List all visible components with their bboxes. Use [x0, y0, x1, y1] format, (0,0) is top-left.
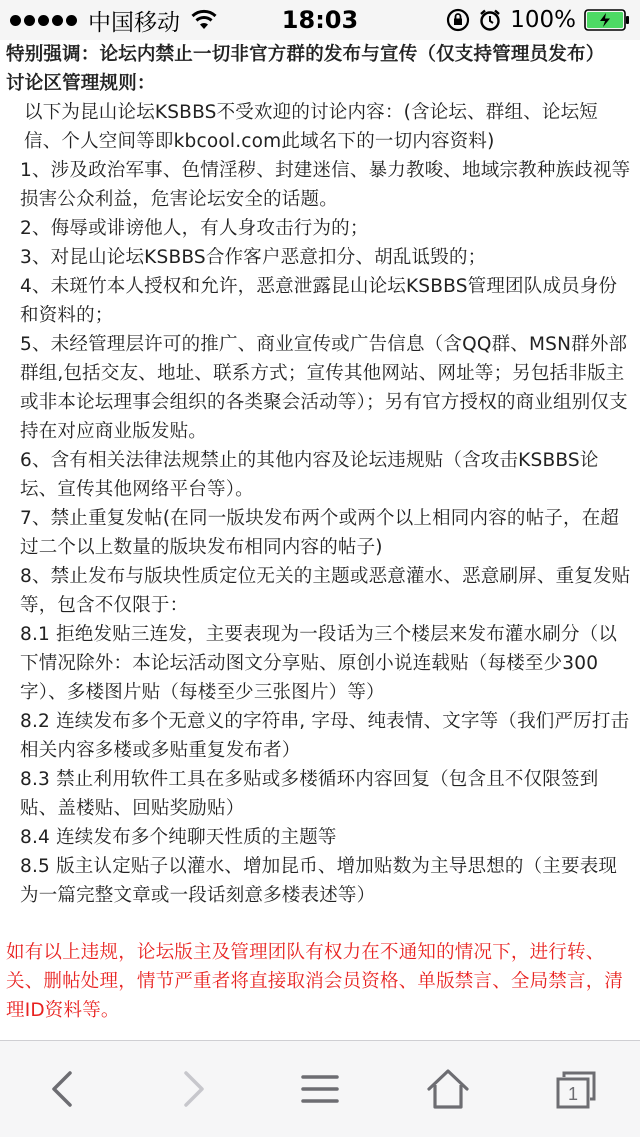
rule-item: 8、禁止发布与版块性质定位无关的主题或恶意灌水、恶意刷屏、重复发贴等，包含不仅限于：	[20, 566, 631, 616]
battery-percent: 100%	[510, 7, 576, 33]
browser-toolbar	[0, 1040, 640, 1137]
rule-subitem: 8.1 拒绝发贴三连发，主要表现为一段话为三个楼层来发布灌水刷分（以下情况除外：本论坛活动图文分享贴、原创小说连载贴（每楼至少300字）、多楼图片贴（每楼至少三张图片）等）	[20, 624, 618, 703]
violation-warning: 如有以上违规，论坛版主及管理团队有权力在不通知的情况下，进行转、关、删帖处理，情节严重者将直接取消会员资格、单版禁言、全局禁言，清理ID资料等。	[6, 942, 624, 1021]
home-icon	[426, 1067, 470, 1111]
rule-item: 1、涉及政治军事、色情淫秽、封建迷信、暴力教唆、地域宗教种族歧视等损害公众利益，危害论坛安全的话题。	[20, 160, 631, 210]
chevron-right-icon	[170, 1067, 214, 1111]
tabs-icon	[554, 1067, 598, 1111]
chevron-left-icon	[42, 1067, 86, 1111]
status-bar	[0, 0, 640, 40]
home-button[interactable]	[408, 1049, 488, 1129]
forum-rules-content	[0, 40, 640, 1040]
rule-subitem: 8.2 连续发布多个无意义的字符串, 字母、纯表情、文字等（我们严厉打击相关内容多楼或多贴重复发布者）	[20, 711, 630, 761]
status-left	[10, 4, 218, 37]
rule-subitem: 8.4 连续发布多个纯聊天性质的主题等	[20, 827, 337, 848]
rotation-lock-icon	[446, 8, 470, 32]
carrier-name: 中国移动	[88, 9, 180, 36]
tabs-count: 1	[567, 1084, 579, 1104]
rule-subitem: 8.3 禁止利用软件工具在多贴或多楼循环内容回复（包含且不仅限签到贴、盖楼贴、回贴奖励贴）	[20, 769, 599, 819]
menu-icon	[298, 1067, 342, 1111]
menu-button[interactable]	[280, 1049, 360, 1129]
signal-strength-icon	[10, 15, 80, 26]
rules-title: 讨论区管理规则：	[6, 73, 156, 94]
rule-item: 7、禁止重复发帖(在同一版块发布两个或两个以上相同内容的帖子，在超过二个以上数量的版块发布相同内容的帖子)	[20, 508, 620, 558]
wifi-icon	[190, 9, 218, 31]
rule-item: 5、未经管理层许可的推广、商业宣传或广告信息（含QQ群、MSN群外部群组,包括交友、地址、联系方式；宣传其他网站、网址等；另包括非版主或非本论坛理事会组织的各类聚会活动等）；另有官方授权的商业组别仅支持在对应商业版发贴。	[20, 334, 628, 442]
rule-subitem: 8.5 版主认定贴子以灌水、增加昆币、增加贴数为主导思想的（主要表现为一篇完整文章或一段话刻意多楼表述等）	[20, 856, 618, 906]
spacer	[6, 910, 634, 938]
status-time: 18:03	[281, 6, 359, 34]
emphasis-notice: 特别强调：论坛内禁止一切非官方群的发布与宣传（仅支持管理员发布）	[6, 44, 605, 65]
forward-button[interactable]	[152, 1049, 232, 1129]
rules-intro: 以下为昆山论坛KSBBS不受欢迎的讨论内容：(含论坛、群组、论坛短信、个人空间等即kbcool.com此域名下的一切内容资料)	[24, 102, 598, 152]
rule-item: 6、含有相关法律法规禁止的其他内容及论坛违规贴（含攻击KSBBS论坛、宣传其他网络平台等）。	[20, 450, 599, 500]
alarm-icon	[478, 8, 502, 32]
rule-item: 2、侮辱或诽谤他人，有人身攻击行为的；	[20, 218, 369, 239]
tabs-button[interactable]	[536, 1049, 616, 1129]
back-button[interactable]	[24, 1049, 104, 1129]
rule-item: 4、未斑竹本人授权和允许，恶意泄露昆山论坛KSBBS管理团队成员身份和资料的；	[20, 276, 618, 326]
status-right	[446, 7, 630, 33]
battery-charging-icon	[584, 9, 630, 31]
rule-item: 3、对昆山论坛KSBBS合作客户恶意扣分、胡乱诋毁的；	[20, 247, 487, 268]
